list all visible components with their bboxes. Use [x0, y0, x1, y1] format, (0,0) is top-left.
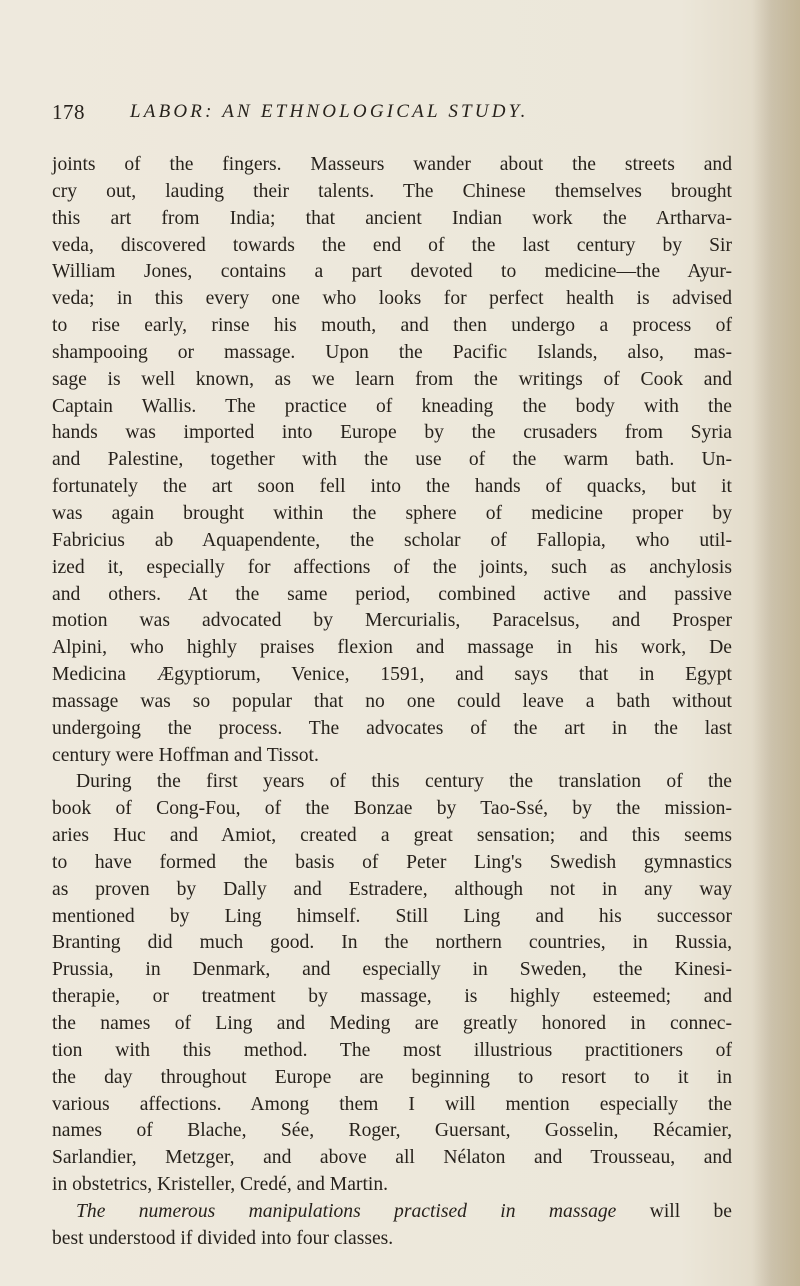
text-fragment: will be [616, 1200, 733, 1222]
text-line: shampooing or massage. Upon the Pacific Islands, also, mas- [52, 341, 732, 363]
text-line: sage is well known, as we learn from the writings of Cook and [52, 368, 732, 390]
text-line: Captain Wallis. The practice of kneading the body with the [52, 395, 732, 417]
text-line: fortunately the art soon fell into the hands of quacks, but it [52, 476, 732, 498]
text-line: veda, discovered towards the end of the last century by Sir [52, 234, 732, 256]
text-line: therapie, or treatment by massage, is highly esteemed; and [52, 986, 732, 1008]
text-line: Sarlandier, Metzger, and above all Nélaton and Trousseau, and [52, 1147, 732, 1169]
text-line: motion was advocated by Mercurialis, Paracelsus, and Prosper [52, 610, 732, 632]
text-line: the day throughout Europe are beginning to resort to it in [52, 1066, 732, 1088]
text-line: various affections. Among them I will mention especially the [52, 1093, 732, 1115]
text-line: ized it, especially for affections of the joints, such as anchylosis [52, 556, 732, 578]
text-line: was again brought within the sphere of medicine proper by [52, 502, 732, 524]
italic-phrase: The numerous manipulations practised in massage [76, 1200, 617, 1222]
running-head: LABOR: AN ETHNOLOGICAL STUDY. [130, 101, 529, 122]
text-line: names of Blache, Sée, Roger, Guersant, Gosselin, Récamier, [52, 1120, 732, 1142]
text-line: Fabricius ab Aquapendente, the scholar of Fallopia, who util- [52, 529, 732, 551]
text-line: joints of the fingers. Masseurs wander about the streets and [52, 154, 732, 175]
text-line: century were Hoffman and Tissot. [52, 744, 319, 766]
text-line: to rise early, rinse his mouth, and then undergo a process of [52, 315, 732, 337]
text-line: Prussia, in Denmark, and especially in Sweden, the Kinesi- [52, 959, 732, 981]
text-line: in obstetrics, Kristeller, Credé, and Martin. [52, 1174, 389, 1196]
text-line: the names of Ling and Meding are greatly honored in connec- [52, 1013, 732, 1034]
text-line: Alpini, who highly praises flexion and massage in his work, De [52, 637, 732, 659]
text-line: and Palestine, together with the use of the warm bath. Un- [52, 449, 732, 471]
text-line: William Jones, contains a part devoted to medicine—the Ayur- [52, 261, 732, 283]
text-line: to have formed the basis of Peter Ling's Swedish gymnastics [52, 851, 732, 873]
text-line: During the first years of this century the translation of the [76, 771, 732, 793]
text-line: Medicina Ægyptiorum, Venice, 1591, and says that in Egypt [52, 664, 732, 686]
text-line: tion with this method. The most illustrious practitioners of [52, 1039, 732, 1061]
text-line [52, 1199, 732, 1226]
text-line: best understood if divided into four classes. [52, 1227, 394, 1249]
text-line: Branting did much good. In the northern countries, in Russia, [52, 932, 732, 954]
text-line: undergoing the process. The advocates of the art in the last [52, 717, 732, 739]
page-header [52, 100, 752, 130]
text-line: and others. At the same period, combined active and passive [52, 583, 732, 605]
text-line: as proven by Dally and Estradere, although not in any way [52, 878, 732, 900]
text-line: this art from India; that ancient Indian work the Artharva- [52, 207, 732, 229]
text-line: veda; in this every one who looks for perfect health is advised [52, 288, 732, 310]
page-number: 178 [52, 100, 85, 124]
text-line: cry out, lauding their talents. The Chinese themselves brought [52, 180, 732, 202]
page-edge-shadow [752, 0, 800, 1286]
text-line: aries Huc and Amiot, created a great sensation; and this seems [52, 825, 732, 847]
text-line: massage was so popular that no one could leave a bath without [52, 690, 732, 712]
text-line: hands was imported into Europe by the crusaders from Syria [52, 422, 732, 444]
body-text [52, 152, 732, 1253]
text-line: mentioned by Ling himself. Still Ling and his successor [52, 905, 732, 927]
text-line: book of Cong-Fou, of the Bonzae by Tao-Ssé, by the mission- [52, 798, 732, 820]
